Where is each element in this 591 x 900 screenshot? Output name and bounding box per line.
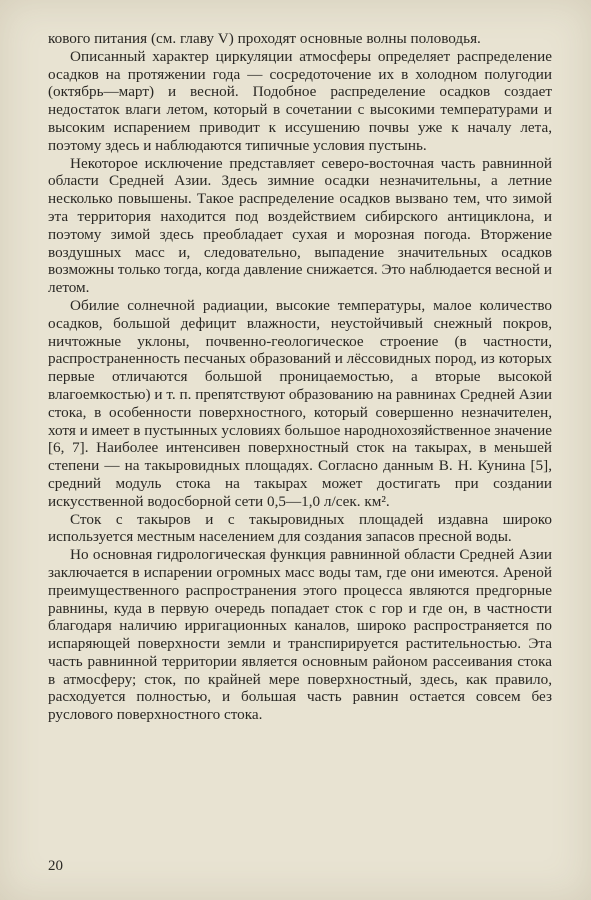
paragraph-2: Описанный характер циркуляции атмосферы определяет распределение осадков на протяжении года — сосредоточение их в холодном полугодии (октябрь—март) и весной. Подобное распределение осадков создает недостаток влаги летом, который в сочетании с высокими температурами и высоким испарением приводит к иссушению почвы уже к началу лета, поэтому здесь и наблюдаются типичные условия пустынь. — [48, 47, 552, 154]
paragraph-4: Обилие солнечной радиации, высокие температуры, малое количество осадков, большой дефицит влажности, неустойчивый снежный покров, ничтожные уклоны, почвенно-геологическое строение (в частности, распространенность песчаных образований и лёссовидных пород, из которых первые отличаются большой проницаемостью, а вторые высокой влагоемкостью) и т. п. препятствуют образованию на равнинах Средней Азии стока, в особенности поверхностного, который совершенно незначителен, хотя и имеет в пустынных условиях большое народнохозяйственное значение [6, 7]. Наиболее интенсивен поверхностный сток на такырах, в меньшей степени — на такыровидных площадях. Согласно данным В. Н. Кунина [5], средний модуль стока на такырах может достигать при создании искусственной водосборной сети 0,5—1,0 л/сек. км². — [48, 296, 552, 510]
paragraph-3: Некоторое исключение представляет северо-восточная часть равнинной области Средней Азии. Здесь зимние осадки незначительны, а летние несколько повышены. Такое распределение осадков вызвано тем, что зимой эта территория находится под воздействием сибирского антициклона, и поэтому зимой здесь преобладает сухая и морозная погода. Вторжение воздушных масс и, следовательно, выпадение значительных осадков возможны только тогда, когда давление снижается. Это наблюдается весной и летом. — [48, 154, 552, 297]
paragraph-5: Сток с такыров и с такыровидных площадей издавна широко используется местным населением для создания запасов пресной воды. — [48, 510, 552, 546]
paragraph-6: Но основная гидрологическая функция равнинной области Средней Азии заключается в испарении огромных масс воды там, где они имеются. Ареной преимущественного распространения этого процесса являются предгорные равнины, куда в первую очередь попадает сток с гор и где он, в частности благодаря наличию ирригационных каналов, широко распространяется по испаряющей поверхности земли и транспирируется растительностью. Эта часть равнинной территории является основным районом рассеивания стока в атмосферу; сток, по крайней мере поверхностный, здесь, как правило, расходуется полностью, и большая часть равнин остается совсем без руслового поверхностного стока. — [48, 546, 552, 724]
body-text — [48, 30, 552, 724]
page-number: 20 — [48, 858, 63, 874]
paragraph-1: кового питания (см. главу V) проходят основные волны половодья. — [48, 30, 481, 47]
